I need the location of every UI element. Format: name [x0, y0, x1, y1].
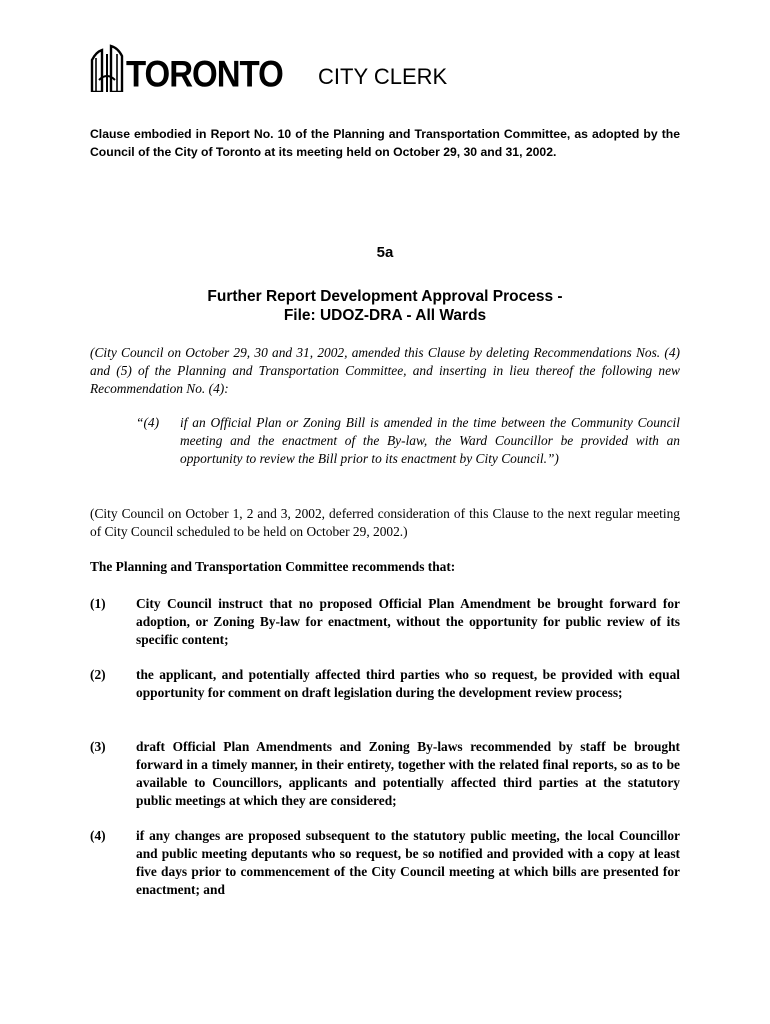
quoted-recommendation-text: if an Official Plan or Zoning Bill is amended in the time between the Community Council meeting and the enactment of the By-law, the Ward Councillor be provided with an opportunity to review the Bill prior to its enactment by City Council.”): [180, 415, 680, 466]
recommendation-item: [90, 666, 680, 702]
recommendation-item: [90, 595, 680, 649]
recommendation-number: (2): [90, 667, 106, 682]
deferral-note: (City Council on October 1, 2 and 3, 2002, deferred consideration of this Clause to the next regular meeting of City Council scheduled to be held on October 29, 2002.): [90, 506, 680, 539]
city-logo: [90, 44, 283, 95]
logo-wordmark: TORONTO: [126, 52, 283, 95]
recommendation-item: [90, 827, 680, 899]
title-line-1: Further Report Development Approval Process -: [207, 288, 563, 305]
item-number: 5a: [376, 244, 394, 261]
city-hall-towers-icon: [90, 44, 124, 92]
recommendation-number: (3): [90, 739, 106, 754]
recommendation-number: (1): [90, 596, 106, 611]
recommendation-number: (4): [90, 828, 106, 843]
recommendation-text: the applicant, and potentially affected third parties who so request, be provided with equal opportunity for comment on draft legislation during the development review process;: [136, 667, 680, 700]
recommendation-text: if any changes are proposed subsequent to the statutory public meeting, the local Councillor and public meeting deputants who so request, be so notified and provided with a copy at least five days prior to commencement of the City Council meeting at which bills are presented for enactment; and: [136, 828, 680, 897]
recommendation-text: draft Official Plan Amendments and Zoning By-laws recommended by staff be brought forward in a timely manner, in their entirety, together with the related final reports, so as to be available to Councillors, applicants and potentially affected third parties at the statutory public meetings at which they are considered;: [136, 739, 680, 808]
clause-intro: Clause embodied in Report No. 10 of the Planning and Transportation Committee, as adopted by the Council of the City of Toronto at its meeting held on October 29, 30 and 31, 2002.: [90, 127, 680, 159]
office-title: CITY CLERK: [318, 64, 448, 89]
recommendation-text: City Council instruct that no proposed Official Plan Amendment be brought forward for adoption, or Zoning By-law for enactment, without the opportunity for public review of its specific content;: [136, 596, 680, 647]
amendment-note: (City Council on October 29, 30 and 31, 2002, amended this Clause by deleting Recommendations Nos. (4) and (5) of the Planning and Transportation Committee, and inserting in lieu thereof the following new Recommendation No. (4):: [90, 345, 680, 396]
recommendation-item: [90, 738, 680, 810]
report-title: [0, 287, 770, 325]
quoted-recommendation-number: “(4): [136, 415, 160, 430]
quoted-recommendation: [136, 414, 680, 468]
committee-recommends-heading: The Planning and Transportation Committee recommends that:: [90, 559, 456, 574]
letterhead: [90, 44, 690, 96]
title-line-2: File: UDOZ-DRA - All Wards: [283, 307, 487, 324]
